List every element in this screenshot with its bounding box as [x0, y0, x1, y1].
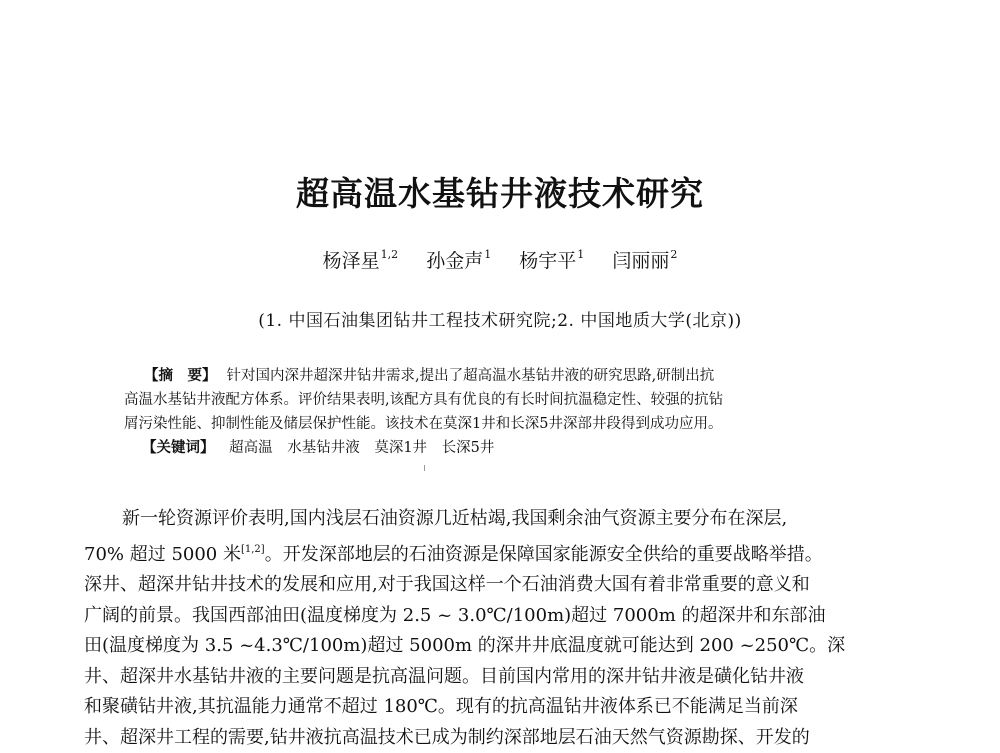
keywords-label: 【关键词】: [142, 440, 215, 456]
body-paragraph: [84, 504, 904, 753]
author: [519, 246, 584, 273]
scan-mark: [424, 465, 425, 471]
citation-mark: [1,2]: [241, 544, 265, 555]
body-line: 深井、超深井钻井技术的发展和应用,对于我国这样一个石油消费大国有着非常重要的意义和: [84, 570, 904, 601]
keywords-line: [124, 436, 860, 460]
body-line: [84, 535, 904, 571]
keyword: 水基钻井液: [287, 440, 360, 456]
keyword: 长深5井: [442, 440, 495, 456]
abstract-text: 针对国内深井超深井钻井需求,提出了超高温水基钻井液的研究思路,研制出抗: [227, 368, 715, 384]
author-list: [0, 246, 1000, 273]
author-name: 杨宇平: [519, 250, 576, 272]
author-name: 孙金声: [426, 250, 483, 272]
abstract-line: 屑污染性能、抑制性能及储层保护性能。该技术在莫深1井和长深5井深部井段得到成功应用。: [124, 412, 860, 436]
body-line: 新一轮资源评价表明,国内浅层石油资源几近枯竭,我国剩余油气资源主要分布在深层,: [84, 504, 904, 535]
body-line: 井、超深井工程的需要,钻井液抗高温技术已成为制约深部地层石油天然气资源勘探、开发的: [84, 723, 904, 753]
author: [612, 246, 677, 273]
abstract-block: [124, 364, 860, 460]
body-line: 广阔的前景。我国西部油田(温度梯度为 2.5 ~ 3.0℃/100m)超过 7000m 的超深井和东部油: [84, 601, 904, 632]
author-name: 闫丽丽: [612, 250, 669, 272]
body-text-segment: 。开发深部地层的石油资源是保障国家能源安全供给的重要战略举措。: [265, 544, 823, 565]
affiliation-line: (1. 中国石油集团钻井工程技术研究院;2. 中国地质大学(北京)): [0, 306, 1000, 331]
body-line: 井、超深井水基钻井液的主要问题是抗高温问题。目前国内常用的深井钻井液是磺化钻井液: [84, 662, 904, 693]
abstract-label: 【摘 要】: [144, 368, 217, 384]
body-text-segment: 70% 超过 5000 米: [84, 544, 241, 565]
author-affiliation-mark: 1,2: [381, 248, 399, 261]
keyword: 超高温: [229, 440, 273, 456]
author-affiliation-mark: 1: [484, 248, 491, 261]
abstract-line: [124, 364, 860, 388]
body-line: 田(温度梯度为 3.5 ~4.3℃/100m)超过 5000m 的深井井底温度就可能达到 200 ~250℃。深: [84, 631, 904, 662]
abstract-line: 高温水基钻井液配方体系。评价结果表明,该配方具有优良的有长时间抗温稳定性、较强的抗钻: [124, 388, 860, 412]
body-line: 和聚磺钻井液,其抗温能力通常不超过 180℃。现有的抗高温钻井液体系已不能满足当前深: [84, 692, 904, 723]
author-affiliation-mark: 1: [577, 248, 584, 261]
paper-title: 超高温水基钻井液技术研究: [0, 168, 1000, 215]
author-affiliation-mark: 2: [670, 248, 677, 261]
keyword: 莫深1井: [374, 440, 427, 456]
author: [323, 246, 399, 273]
author-name: 杨泽星: [323, 250, 380, 272]
author: [426, 246, 491, 273]
